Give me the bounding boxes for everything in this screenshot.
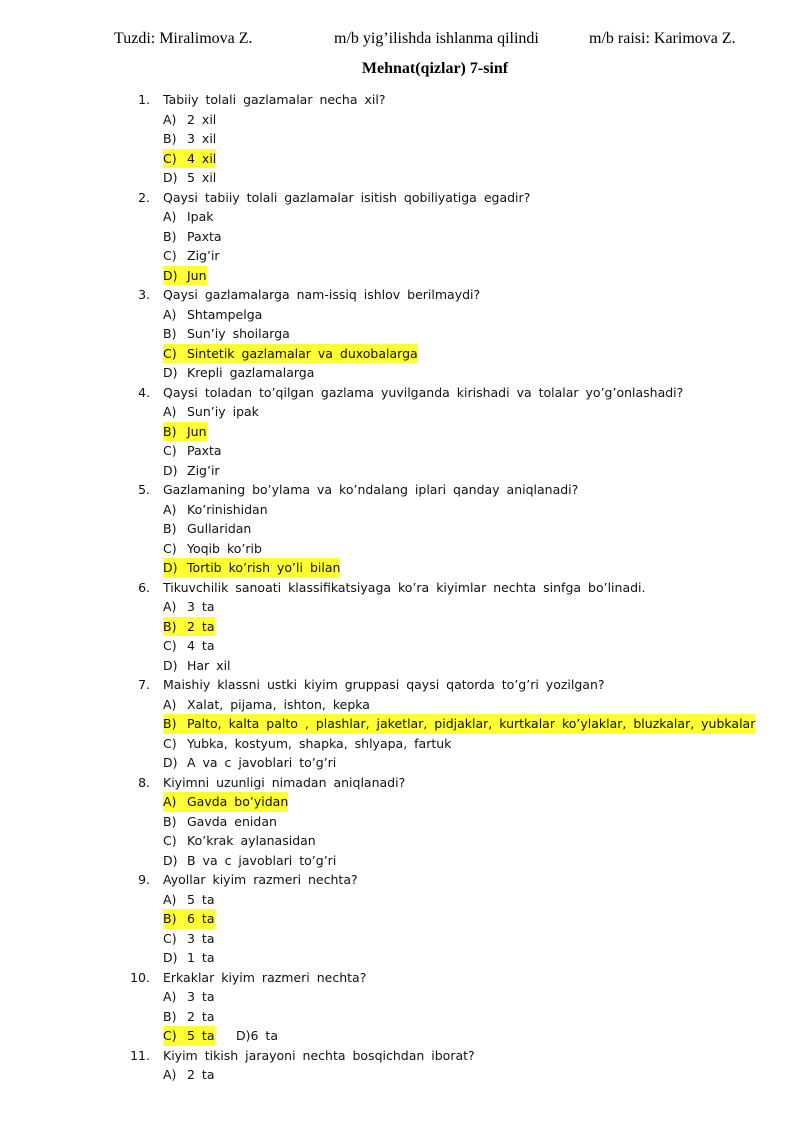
question-number: 5. (138, 482, 150, 497)
option-letter: B) (163, 617, 187, 637)
option-text: Sun’iy shoilarga (187, 326, 290, 341)
question-number: 7. (138, 677, 150, 692)
option-letter: D) (163, 852, 178, 868)
option-letter: C) (163, 930, 177, 946)
option-text: Zig’ir (187, 462, 220, 478)
option-letter: A) (163, 792, 187, 812)
option-extra-text: D)6 ta (236, 1028, 278, 1043)
option-letter: B) (163, 326, 177, 341)
option-text: Shtampelga (187, 306, 263, 322)
option-letter: A) (163, 599, 177, 614)
option-text: Paxta (187, 228, 222, 244)
page-title: Mehnat(qizlar) 7-sinf (361, 60, 509, 77)
option-text: Yubka, kostyum, shapka, shlyapa, fartuk (187, 735, 452, 751)
option-text: Tortib ko’rish yo’li bilan (187, 558, 340, 578)
question-item (0, 285, 800, 305)
option-text: Gavda bo’yidan (187, 792, 288, 812)
answer-option-correct (0, 266, 800, 286)
option-letter: D) (163, 950, 178, 965)
question-text: Erkaklar kiyim razmeri nechta? (163, 969, 367, 985)
question-text: Tabiiy tolali gazlamalar necha xil? (163, 92, 386, 107)
option-text: 3 xil (187, 131, 217, 146)
option-letter: B) (163, 1008, 177, 1024)
option-letter: B) (163, 228, 177, 244)
answer-option (0, 519, 800, 539)
option-text: 5 ta (187, 891, 215, 907)
answer-option-correct (0, 617, 800, 637)
option-text: Har xil (187, 657, 231, 673)
answer-option (0, 500, 800, 520)
option-text: 1 ta (187, 950, 215, 965)
question-list (0, 90, 800, 1085)
answer-option-correct (0, 792, 800, 812)
option-letter: B) (163, 131, 177, 146)
question-item (0, 188, 800, 208)
author-label: Tuzdi: Miralimova Z. (114, 30, 253, 47)
question-text: Ayollar kiyim razmeri nechta? (163, 872, 358, 887)
question-text: Kiyimni uzunligi nimadan aniqlanadi? (163, 774, 406, 790)
option-text: 4 xil (187, 149, 216, 169)
option-text: 3 ta (187, 989, 215, 1004)
option-text: 2 ta (187, 1067, 215, 1082)
question-number: 4. (138, 384, 150, 400)
option-text: Sun’iy ipak (187, 404, 259, 419)
option-letter: D) (163, 755, 178, 770)
question-text: Tikuvchilik sanoati klassifikatsiyaga ko’ra kiyimlar nechta sinfga bo’linadi. (163, 579, 646, 595)
answer-option-correct (0, 1026, 800, 1046)
question-number: 9. (138, 872, 150, 887)
option-text: Jun (187, 422, 207, 442)
answer-option (0, 948, 800, 968)
option-text: Gavda enidan (187, 813, 277, 829)
question-number: 2. (138, 189, 150, 205)
option-text: Krepli gazlamalarga (187, 365, 315, 380)
option-text: Ko’krak aylanasidan (187, 833, 316, 848)
chair-label: m/b raisi: Karimova Z. (589, 30, 736, 47)
question-item (0, 870, 800, 890)
meeting-note: m/b yig’ilishda ishlanma qilindi (334, 30, 539, 47)
answer-option (0, 831, 800, 851)
option-letter: C) (163, 833, 177, 848)
answer-option (0, 1007, 800, 1027)
option-letter: D) (163, 365, 178, 380)
question-text: Maishiy klassni ustki kiyim gruppasi qaysi qatorda to’g’ri yozilgan? (163, 677, 605, 692)
option-text: Xalat, pijama, ishton, kepka (187, 696, 370, 712)
option-letter: C) (163, 540, 177, 556)
question-text: Qaysi tabiiy tolali gazlamalar isitish qobiliyatiga egadir? (163, 189, 531, 205)
option-text: Gullaridan (187, 521, 252, 536)
option-letter: C) (163, 1026, 187, 1046)
option-text: Sintetik gazlamalar va duxobalarga (187, 344, 418, 364)
option-letter: A) (163, 111, 177, 127)
question-item (0, 773, 800, 793)
question-number: 1. (138, 92, 150, 107)
answer-option (0, 110, 800, 130)
answer-option (0, 851, 800, 871)
option-text: 5 xil (187, 170, 217, 185)
question-item (0, 90, 800, 110)
option-text: 3 ta (187, 930, 215, 946)
answer-option-correct (0, 344, 800, 364)
option-letter: B) (163, 521, 177, 536)
option-text: 4 ta (187, 638, 215, 653)
answer-option (0, 753, 800, 773)
option-text: A va c javoblari to’g’ri (187, 755, 337, 770)
question-item (0, 480, 800, 500)
option-text: 6 ta (187, 909, 215, 929)
option-text: Yoqib ko’rib (187, 540, 262, 556)
answer-option (0, 461, 800, 481)
option-letter: C) (163, 248, 177, 263)
option-letter: A) (163, 891, 177, 907)
question-item (0, 578, 800, 598)
option-letter: C) (163, 149, 187, 169)
option-letter: B) (163, 714, 187, 734)
option-text: Zig’ir (187, 248, 220, 263)
option-letter: D) (163, 558, 187, 578)
answer-option-correct (0, 149, 800, 169)
question-item (0, 968, 800, 988)
answer-option-correct (0, 714, 800, 734)
option-letter: A) (163, 696, 177, 712)
option-text: Paxta (187, 443, 222, 458)
option-letter: D) (163, 462, 178, 478)
question-text: Kiyim tikish jarayoni nechta bosqichdan iborat? (163, 1047, 475, 1063)
option-text: 5 ta (187, 1026, 215, 1046)
option-letter: C) (163, 638, 177, 653)
answer-option-correct (0, 422, 800, 442)
answer-option (0, 636, 800, 656)
option-letter: A) (163, 404, 177, 419)
option-text: 3 ta (187, 599, 215, 614)
option-text: Ipak (187, 209, 214, 224)
answer-option (0, 207, 800, 227)
option-letter: A) (163, 989, 177, 1004)
answer-option (0, 987, 800, 1007)
answer-option (0, 695, 800, 715)
option-text: B va c javoblari to’g’ri (187, 852, 337, 868)
option-letter: B) (163, 813, 177, 829)
answer-option (0, 129, 800, 149)
option-text: 2 ta (187, 617, 215, 637)
question-number: 11. (130, 1047, 150, 1063)
answer-option (0, 890, 800, 910)
option-text: 2 xil (187, 111, 217, 127)
answer-option (0, 1065, 800, 1085)
answer-option-correct (0, 558, 800, 578)
option-text: Jun (187, 266, 207, 286)
question-item (0, 383, 800, 403)
question-number: 8. (138, 774, 150, 790)
document-header (114, 30, 744, 50)
option-text: Palto, kalta palto , plashlar, jaketlar, pidjaklar, kurtkalar ko’ylaklar, bluzkalar, yubkalar (187, 714, 755, 734)
option-text: 2 ta (187, 1008, 215, 1024)
answer-option (0, 734, 800, 754)
question-item (0, 1046, 800, 1066)
option-letter: C) (163, 735, 177, 751)
answer-option (0, 402, 800, 422)
option-letter: A) (163, 209, 177, 224)
question-number: 6. (138, 579, 150, 595)
answer-option (0, 363, 800, 383)
answer-option (0, 168, 800, 188)
option-letter: A) (163, 501, 177, 517)
option-letter: B) (163, 909, 187, 929)
question-text: Qaysi gazlamalarga nam-issiq ishlov berilmaydi? (163, 287, 481, 302)
answer-option-correct (0, 909, 800, 929)
question-text: Gazlamaning bo’ylama va ko’ndalang iplari qanday aniqlanadi? (163, 482, 579, 497)
option-letter: A) (163, 1067, 177, 1082)
question-number: 3. (138, 287, 150, 302)
answer-option (0, 656, 800, 676)
option-letter: D) (163, 170, 178, 185)
answer-option (0, 929, 800, 949)
option-letter: C) (163, 443, 177, 458)
option-letter: C) (163, 344, 187, 364)
answer-option (0, 305, 800, 325)
option-text: Ko’rinishidan (187, 501, 268, 517)
option-letter: D) (163, 266, 187, 286)
option-letter: D) (163, 657, 178, 673)
answer-option (0, 812, 800, 832)
answer-option (0, 539, 800, 559)
answer-option (0, 441, 800, 461)
question-text: Qaysi toladan to’qilgan gazlama yuvilganda kirishadi va tolalar yo’g’onlashadi? (163, 384, 684, 400)
option-letter: B) (163, 422, 187, 442)
answer-option (0, 597, 800, 617)
answer-option (0, 246, 800, 266)
question-item (0, 675, 800, 695)
answer-option (0, 324, 800, 344)
option-letter: A) (163, 306, 177, 322)
answer-option (0, 227, 800, 247)
question-number: 10. (130, 969, 150, 985)
